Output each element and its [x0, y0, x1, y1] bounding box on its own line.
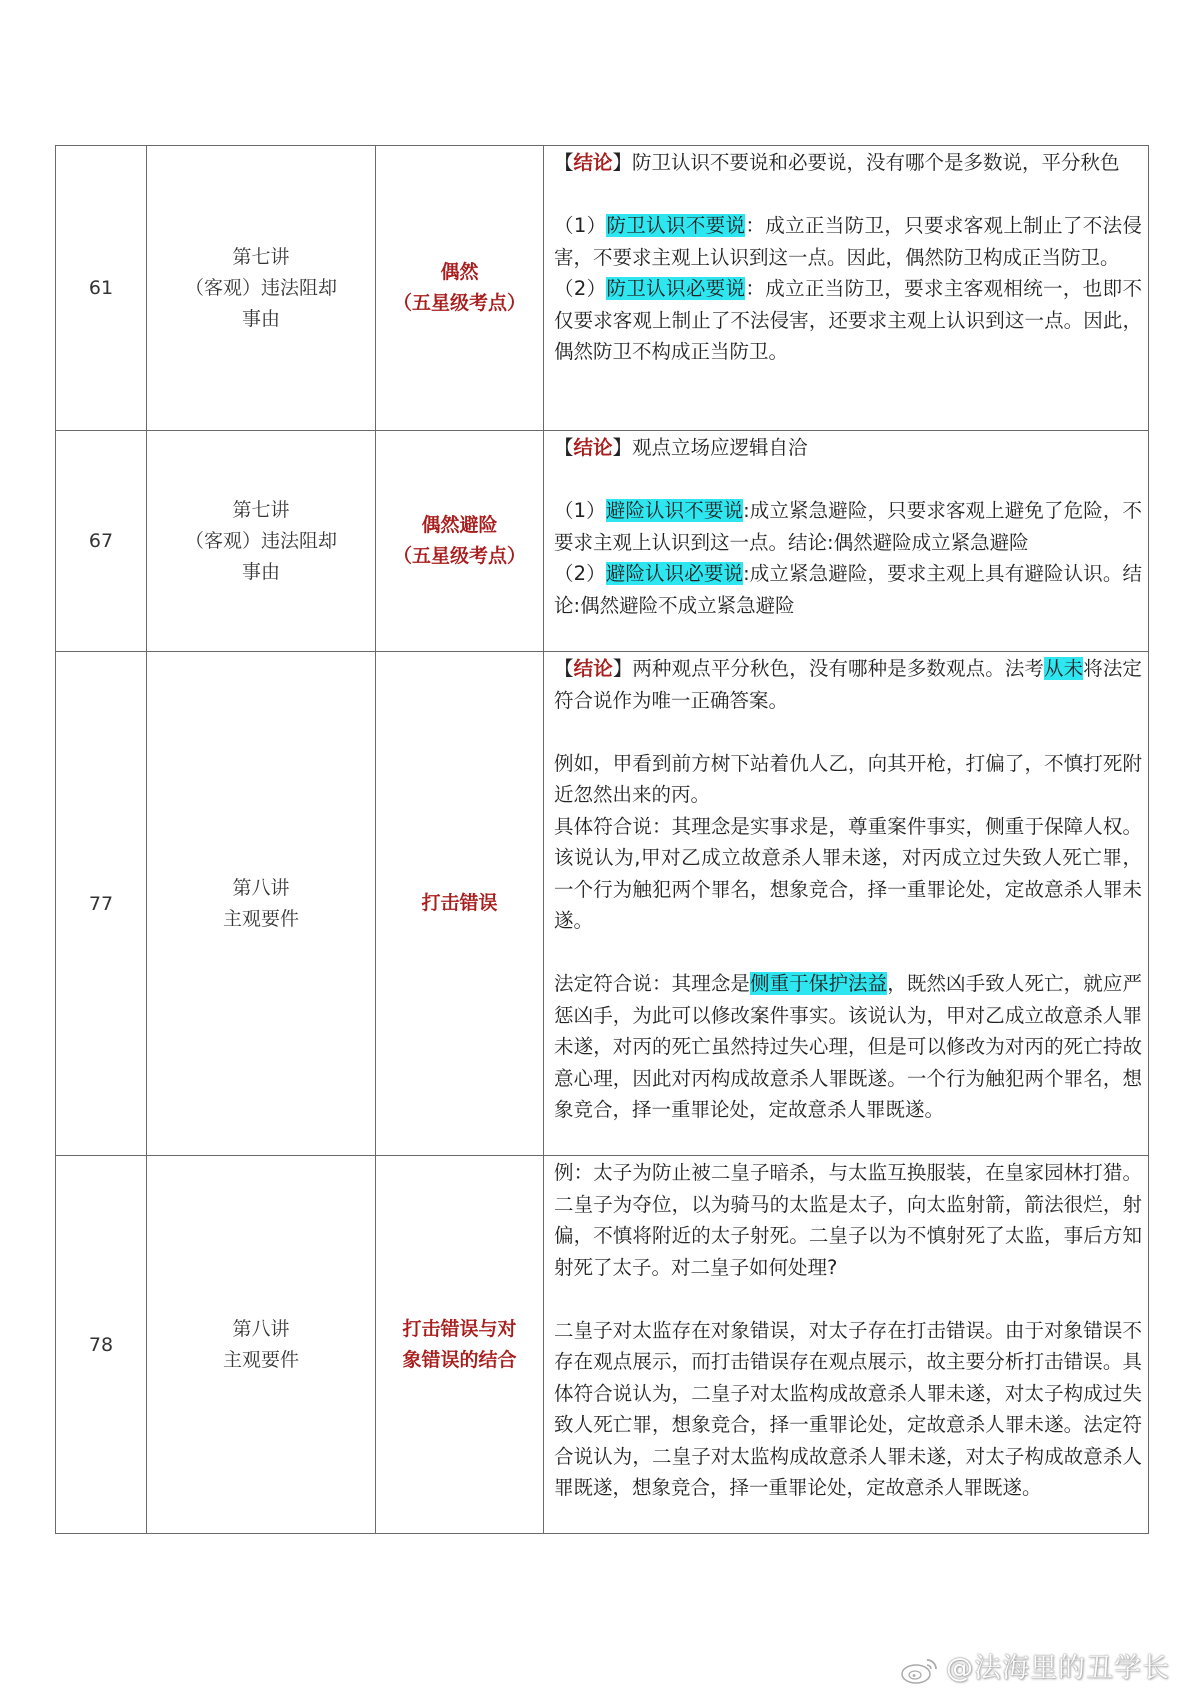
bracket: 】	[612, 151, 633, 174]
point-paragraph	[554, 273, 1142, 368]
point-paragraph	[554, 210, 1142, 273]
chapter-line: （客观）违法阻却	[184, 276, 337, 299]
analysis-paragraph: 二皇子对太监存在对象错误，对太子存在打击错误。由于对象错误不存在观点展示，而打击错误存在观点展示，故主要分析打击错误。具体符合说认为，二皇子对太监构成故意杀人罪未遂，对太子构成过失致人死亡罪，想象竞合，择一重罪论处，定故意杀人罪未遂。法定符合说认为，二皇子对太监构成故意杀人罪未遂，对太子构成故意杀人罪既遂，想象竞合，择一重罪论处，定故意杀人罪既遂。	[554, 1318, 1142, 1499]
blank-line	[554, 464, 1142, 496]
row-number: 61	[56, 146, 147, 431]
highlighted-term: 避险认识不要说	[605, 499, 744, 522]
chapter-line: （客观）违法阻却	[184, 529, 337, 552]
topic-cell	[376, 146, 544, 431]
point-text: :成立紧急避险，要求主观上具有避险认识。结论:偶然避险不成立紧急避险	[554, 562, 1142, 617]
bracket: 【	[554, 657, 574, 680]
bracket: 【	[554, 436, 574, 459]
highlighted-term: 侧重于保护法益	[750, 972, 888, 995]
blank-line	[554, 937, 1142, 969]
topic-cell	[376, 1156, 544, 1534]
chapter-cell	[147, 431, 376, 652]
blank-line	[554, 716, 1142, 748]
topic-line: 偶然避险	[421, 514, 498, 536]
chapter-line: 第八讲	[232, 876, 290, 899]
highlighted-term: 避险认识必要说	[605, 562, 744, 585]
paragraph-text: 法定符合说：其理念是	[554, 972, 751, 995]
table-row	[56, 652, 1149, 1156]
point-prefix: （1）	[554, 499, 606, 522]
point-paragraph	[554, 495, 1142, 558]
conclusion-paragraph	[554, 432, 1142, 464]
highlighted-term: 从未	[1044, 657, 1084, 680]
blank-line	[554, 179, 1142, 211]
chapter-line: 第八讲	[232, 1317, 290, 1340]
point-text: :成立紧急避险，只要求客观上避免了危险，不要求主观上认识到这一点。结论:偶然避险成立紧急避险	[554, 499, 1142, 554]
conclusion-label: 结论	[573, 657, 613, 680]
topic-cell	[376, 652, 544, 1156]
chapter-line: 主观要件	[222, 907, 299, 930]
topic-cell	[376, 431, 544, 652]
content-cell	[544, 431, 1149, 652]
conclusion-text: 防卫认识不要说和必要说，没有哪个是多数说，平分秋色	[632, 151, 1120, 174]
content-cell	[544, 1156, 1149, 1534]
point-text: ：成立正当防卫，要求主客观相统一，也即不仅要求客观上制止了不法侵害，还要求主观上认识到这一点。因此，偶然防卫不构成正当防卫。	[554, 277, 1142, 363]
chapter-line: 主观要件	[222, 1348, 299, 1371]
legal-conformity-paragraph	[554, 968, 1142, 1126]
row-number: 77	[56, 652, 147, 1156]
conclusion-label: 结论	[573, 436, 613, 459]
conclusion-paragraph	[554, 653, 1142, 716]
topic-line: 象错误的结合	[402, 1348, 517, 1371]
conclusion-text: 观点立场应逻辑自洽	[632, 436, 808, 459]
table-row	[56, 146, 1149, 431]
content-cell	[544, 146, 1149, 431]
topic-line: 打击错误	[421, 892, 498, 914]
topic-line: （五星级考点）	[392, 292, 526, 314]
bracket: 【	[554, 151, 574, 174]
watermark-text: @法海里的丑学长	[946, 1653, 1170, 1684]
chapter-cell	[147, 652, 376, 1156]
topic-line: 打击错误与对	[402, 1317, 517, 1340]
point-prefix: （2）	[554, 277, 607, 300]
point-prefix: （1）	[554, 214, 607, 237]
example-paragraph: 例如，甲看到前方树下站着仇人乙，向其开枪，打偏了，不慎打死附近忽然出来的丙。	[554, 751, 1142, 806]
table-row	[56, 431, 1149, 652]
chapter-cell	[147, 146, 376, 431]
chapter-line: 事由	[241, 307, 280, 330]
highlighted-term: 防卫认识不要说	[606, 214, 746, 237]
example-paragraph: 例：太子为防止被二皇子暗杀，与太监互换服装，在皇家园林打猎。二皇子为夺位，以为骑马的太监是太子，向太监射箭，箭法很烂，射偏，不慎将附近的太子射死。二皇子以为不慎射死了太监，事后方知射死了太子。对二皇子如何处理?	[554, 1161, 1142, 1279]
row-number: 78	[56, 1156, 147, 1534]
chapter-line: 第七讲	[232, 245, 290, 268]
notes-table	[55, 145, 1149, 1534]
bracket: 】	[612, 436, 633, 459]
point-paragraph	[554, 558, 1142, 621]
chapter-line: 事由	[241, 560, 280, 583]
topic-line: 偶然	[440, 261, 479, 283]
point-text: ：成立正当防卫，只要求客观上制止了不法侵害，不要求主观上认识到这一点。因此，偶然防卫构成正当防卫。	[554, 214, 1142, 269]
point-prefix: （2）	[554, 562, 606, 585]
weibo-icon	[900, 1655, 940, 1685]
conclusion-text-after: 将法定符合说作为唯一正确答案。	[554, 657, 1142, 712]
highlighted-term: 防卫认识必要说	[606, 277, 746, 300]
bracket: 】	[612, 657, 633, 680]
blank-line	[554, 1283, 1142, 1315]
chapter-line: 第七讲	[232, 498, 290, 521]
watermark	[900, 1646, 1170, 1685]
topic-line: （五星级考点）	[392, 545, 526, 567]
table-row	[56, 1156, 1149, 1534]
conclusion-paragraph	[554, 147, 1142, 179]
conclusion-text: 两种观点平分秋色，没有哪种是多数观点。法考	[632, 657, 1045, 680]
concrete-conformity-paragraph: 具体符合说：其理念是实事求是，尊重案件事实，侧重于保障人权。该说认为,甲对乙成立故意杀人罪未遂，对丙成立过失致人死亡罪，一个行为触犯两个罪名，想象竞合，择一重罪论处，定故意杀人罪未遂。	[554, 814, 1142, 932]
row-number: 67	[56, 431, 147, 652]
content-cell	[544, 652, 1149, 1156]
conclusion-label: 结论	[573, 151, 613, 174]
chapter-cell	[147, 1156, 376, 1534]
paragraph-text: ，既然凶手致人死亡，就应严惩凶手，为此可以修改案件事实。该说认为，甲对乙成立故意杀人罪未遂，对丙的死亡虽然持过失心理，但是可以修改为对丙的死亡持故意心理，因此对丙构成故意杀人罪既遂。一个行为触犯两个罪名，想象竞合，择一重罪论处，定故意杀人罪既遂。	[554, 972, 1142, 1121]
